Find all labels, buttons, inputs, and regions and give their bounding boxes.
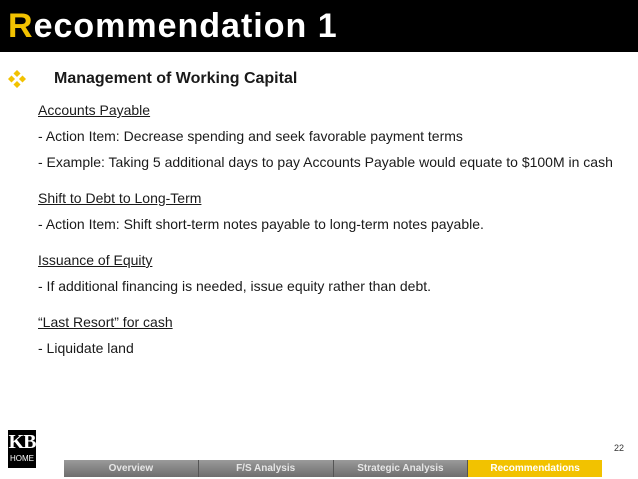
content-area [38, 100, 618, 358]
section-title: Accounts Payable [38, 102, 151, 118]
heading-row [8, 68, 297, 90]
logo-kb-text: KB [8, 431, 36, 453]
title-rest: ecommendation 1 [33, 7, 338, 45]
nav-tab-recommendations[interactable]: Recommendations [468, 460, 602, 477]
diamond-bullet-icon [8, 70, 26, 88]
section-accounts-payable [38, 100, 618, 172]
kb-home-logo [8, 430, 36, 468]
page-number: 22 [613, 443, 624, 453]
nav-tab-overview[interactable]: Overview [64, 460, 199, 477]
nav-tab-fs-analysis[interactable]: F/S Analysis [199, 460, 334, 477]
section-line: - Action Item: Shift short-term notes payable to long-term notes payable. [38, 216, 484, 232]
section-line: - If additional financing is needed, issue equity rather than debt. [38, 278, 432, 294]
section-issuance-of-equity [38, 250, 618, 296]
section-line: - Example: Taking 5 additional days to pay Accounts Payable would equate to $100M in cash [38, 154, 613, 170]
section-shift-to-debt [38, 188, 618, 234]
section-line: - Liquidate land [38, 340, 134, 356]
title-accent-letter: R [8, 7, 34, 45]
section-heading: Management of Working Capital [54, 70, 298, 87]
nav-tab-strategic-analysis[interactable]: Strategic Analysis [334, 460, 469, 477]
section-title: “Last Resort” for cash [38, 314, 173, 330]
section-title: Shift to Debt to Long-Term [38, 190, 202, 206]
logo-home-text: HOME [10, 454, 34, 463]
section-last-resort [38, 312, 618, 358]
section-nav-bar [64, 460, 602, 477]
section-title: Issuance of Equity [38, 252, 153, 268]
section-line: - Action Item: Decrease spending and seek favorable payment terms [38, 128, 463, 144]
slide-title [8, 8, 338, 44]
title-bar [0, 0, 638, 52]
